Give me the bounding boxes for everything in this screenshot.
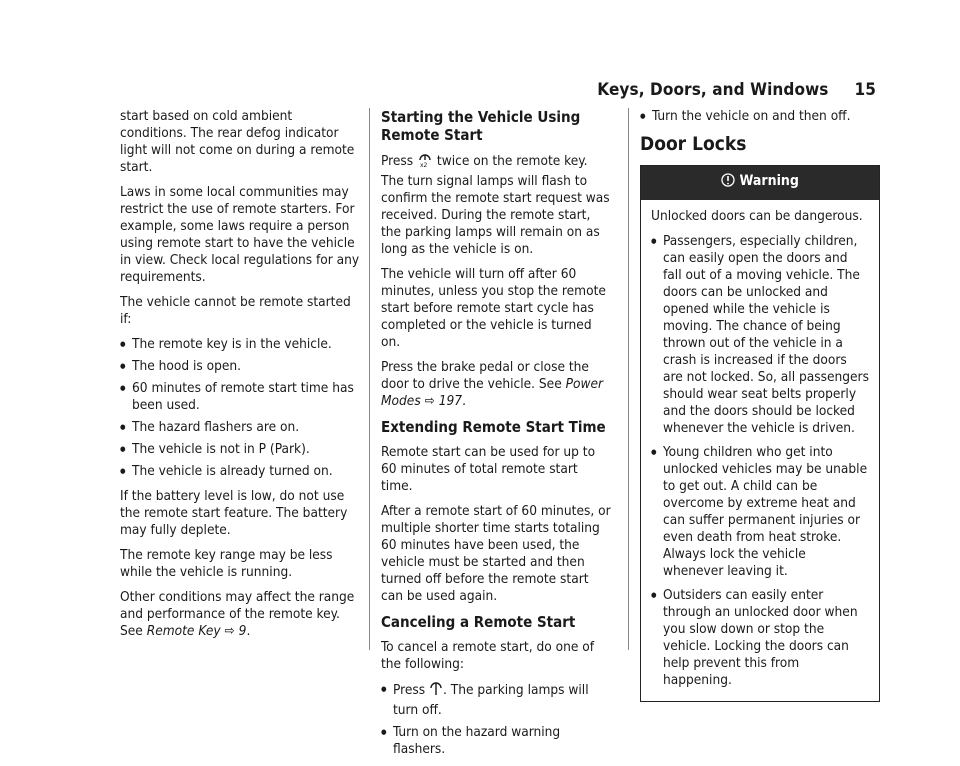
page-ref-arrow: ⇨ [424,393,435,409]
page-number: 15 [854,80,876,100]
section-heading: Door Locks [640,133,747,155]
paragraph: Press the brake pedal or close the door to drive the vehicle. See Power Modes ⇨ 197. [381,359,604,409]
warning-body [641,200,879,701]
column-middle [381,108,613,766]
remote-start-icon [417,152,433,173]
column-divider [369,108,370,650]
bullet-list [381,681,613,758]
column-left [120,108,360,648]
page-ref-number[interactable]: 9 [238,623,247,639]
cross-reference-link[interactable]: Remote Key [146,623,221,639]
page-ref-number[interactable]: 197 [438,393,463,409]
list-item: ● Turn on the hazard warning flashers. [381,724,613,758]
list-item: ● The hood is open. [120,358,360,375]
warning-icon [721,172,735,193]
paragraph: The remote key range may be less while the vehicle is running. [120,547,333,580]
column-divider [628,108,629,650]
list-item: ● The vehicle is already turned on. [120,463,360,480]
remote-stop-icon [429,681,443,702]
paragraph: start based on cold ambient conditions. The rear defog indicator light will not come on during a remote start. [120,108,355,175]
paragraph: The vehicle cannot be remote started if: [120,294,351,327]
page-ref-arrow: ⇨ [224,623,235,639]
paragraph: If the battery level is low, do not use the remote start feature. The battery may fully deplete. [120,488,348,538]
list-item: ● The hazard flashers are on. [120,419,360,436]
bullet-list [640,108,880,125]
warning-header [641,166,879,200]
paragraph: After a remote start of 60 minutes, or multiple shorter time starts totaling 60 minutes have been used, the vehicle must be started and then turned off before the remote start can be used again. [381,503,611,604]
list-item: ● Turn the vehicle on and then off. [640,108,880,125]
page-header [597,80,876,100]
section-heading: Starting the Vehicle Using Remote Start [381,108,581,144]
warning-box [640,165,880,702]
paragraph: Press x2 twice on the remote key. The turn signal lamps will flash to confirm the remote start request was received. During the remote start, the parking lamps will remain on as long as the vehicle is on. [381,153,610,257]
paragraph: The vehicle will turn off after 60 minutes, unless you stop the remote start before remote start cycle has completed or the vehicle is turned on. [381,266,606,350]
paragraph: To cancel a remote start, do one of the following: [381,639,595,672]
list-item: ● Passengers, especially children, can easily open the doors and fall out of a moving vehicle. The doors can be unlocked and opened while the vehicle is moving. The chance of being thrown out of the vehicle in a crash is increased if the doors are not locked. So, all passengers should wear seat belts properly and the doors should be locked whenever the vehicle is driven. [651,233,869,437]
list-item: ● Outsiders can easily enter through an unlocked door when you slow down or stop the vehicle. Locking the doors can help prevent this from happening. [651,587,869,689]
paragraph: Remote start can be used for up to 60 minutes of total remote start time. [381,444,596,494]
bullet-list [651,233,869,689]
paragraph: Unlocked doors can be dangerous. [651,208,863,224]
svg-text:x2: x2 [420,162,428,168]
list-item: ● Press . The parking lamps will turn off. [381,681,613,719]
section-heading: Extending Remote Start Time [381,418,606,436]
paragraph: Laws in some local communities may restrict the use of remote starters. For example, some laws require a person using remote start to have the vehicle in view. Check local regulations for any requirements. [120,184,360,285]
list-item: ● Young children who get into unlocked vehicles may be unable to get out. A child can be overcome by extreme heat and can suffer permanent injuries or even death from heat stroke. Always lock the vehicle whenever leaving it. [651,444,869,580]
list-item: ● 60 minutes of remote start time has been used. [120,380,360,414]
section-title: Keys, Doors, and Windows [597,80,829,100]
paragraph: Other conditions may affect the range and performance of the remote key. See Remote Key ⇨ 9. [120,589,355,639]
cross-reference-link[interactable]: Power Modes [381,376,604,409]
list-item: ● The remote key is in the vehicle. [120,336,360,353]
bullet-list [120,336,360,480]
section-heading: Canceling a Remote Start [381,613,576,631]
warning-title: Warning [739,173,799,189]
column-right [640,108,880,702]
list-item: ● The vehicle is not in P (Park). [120,441,360,458]
